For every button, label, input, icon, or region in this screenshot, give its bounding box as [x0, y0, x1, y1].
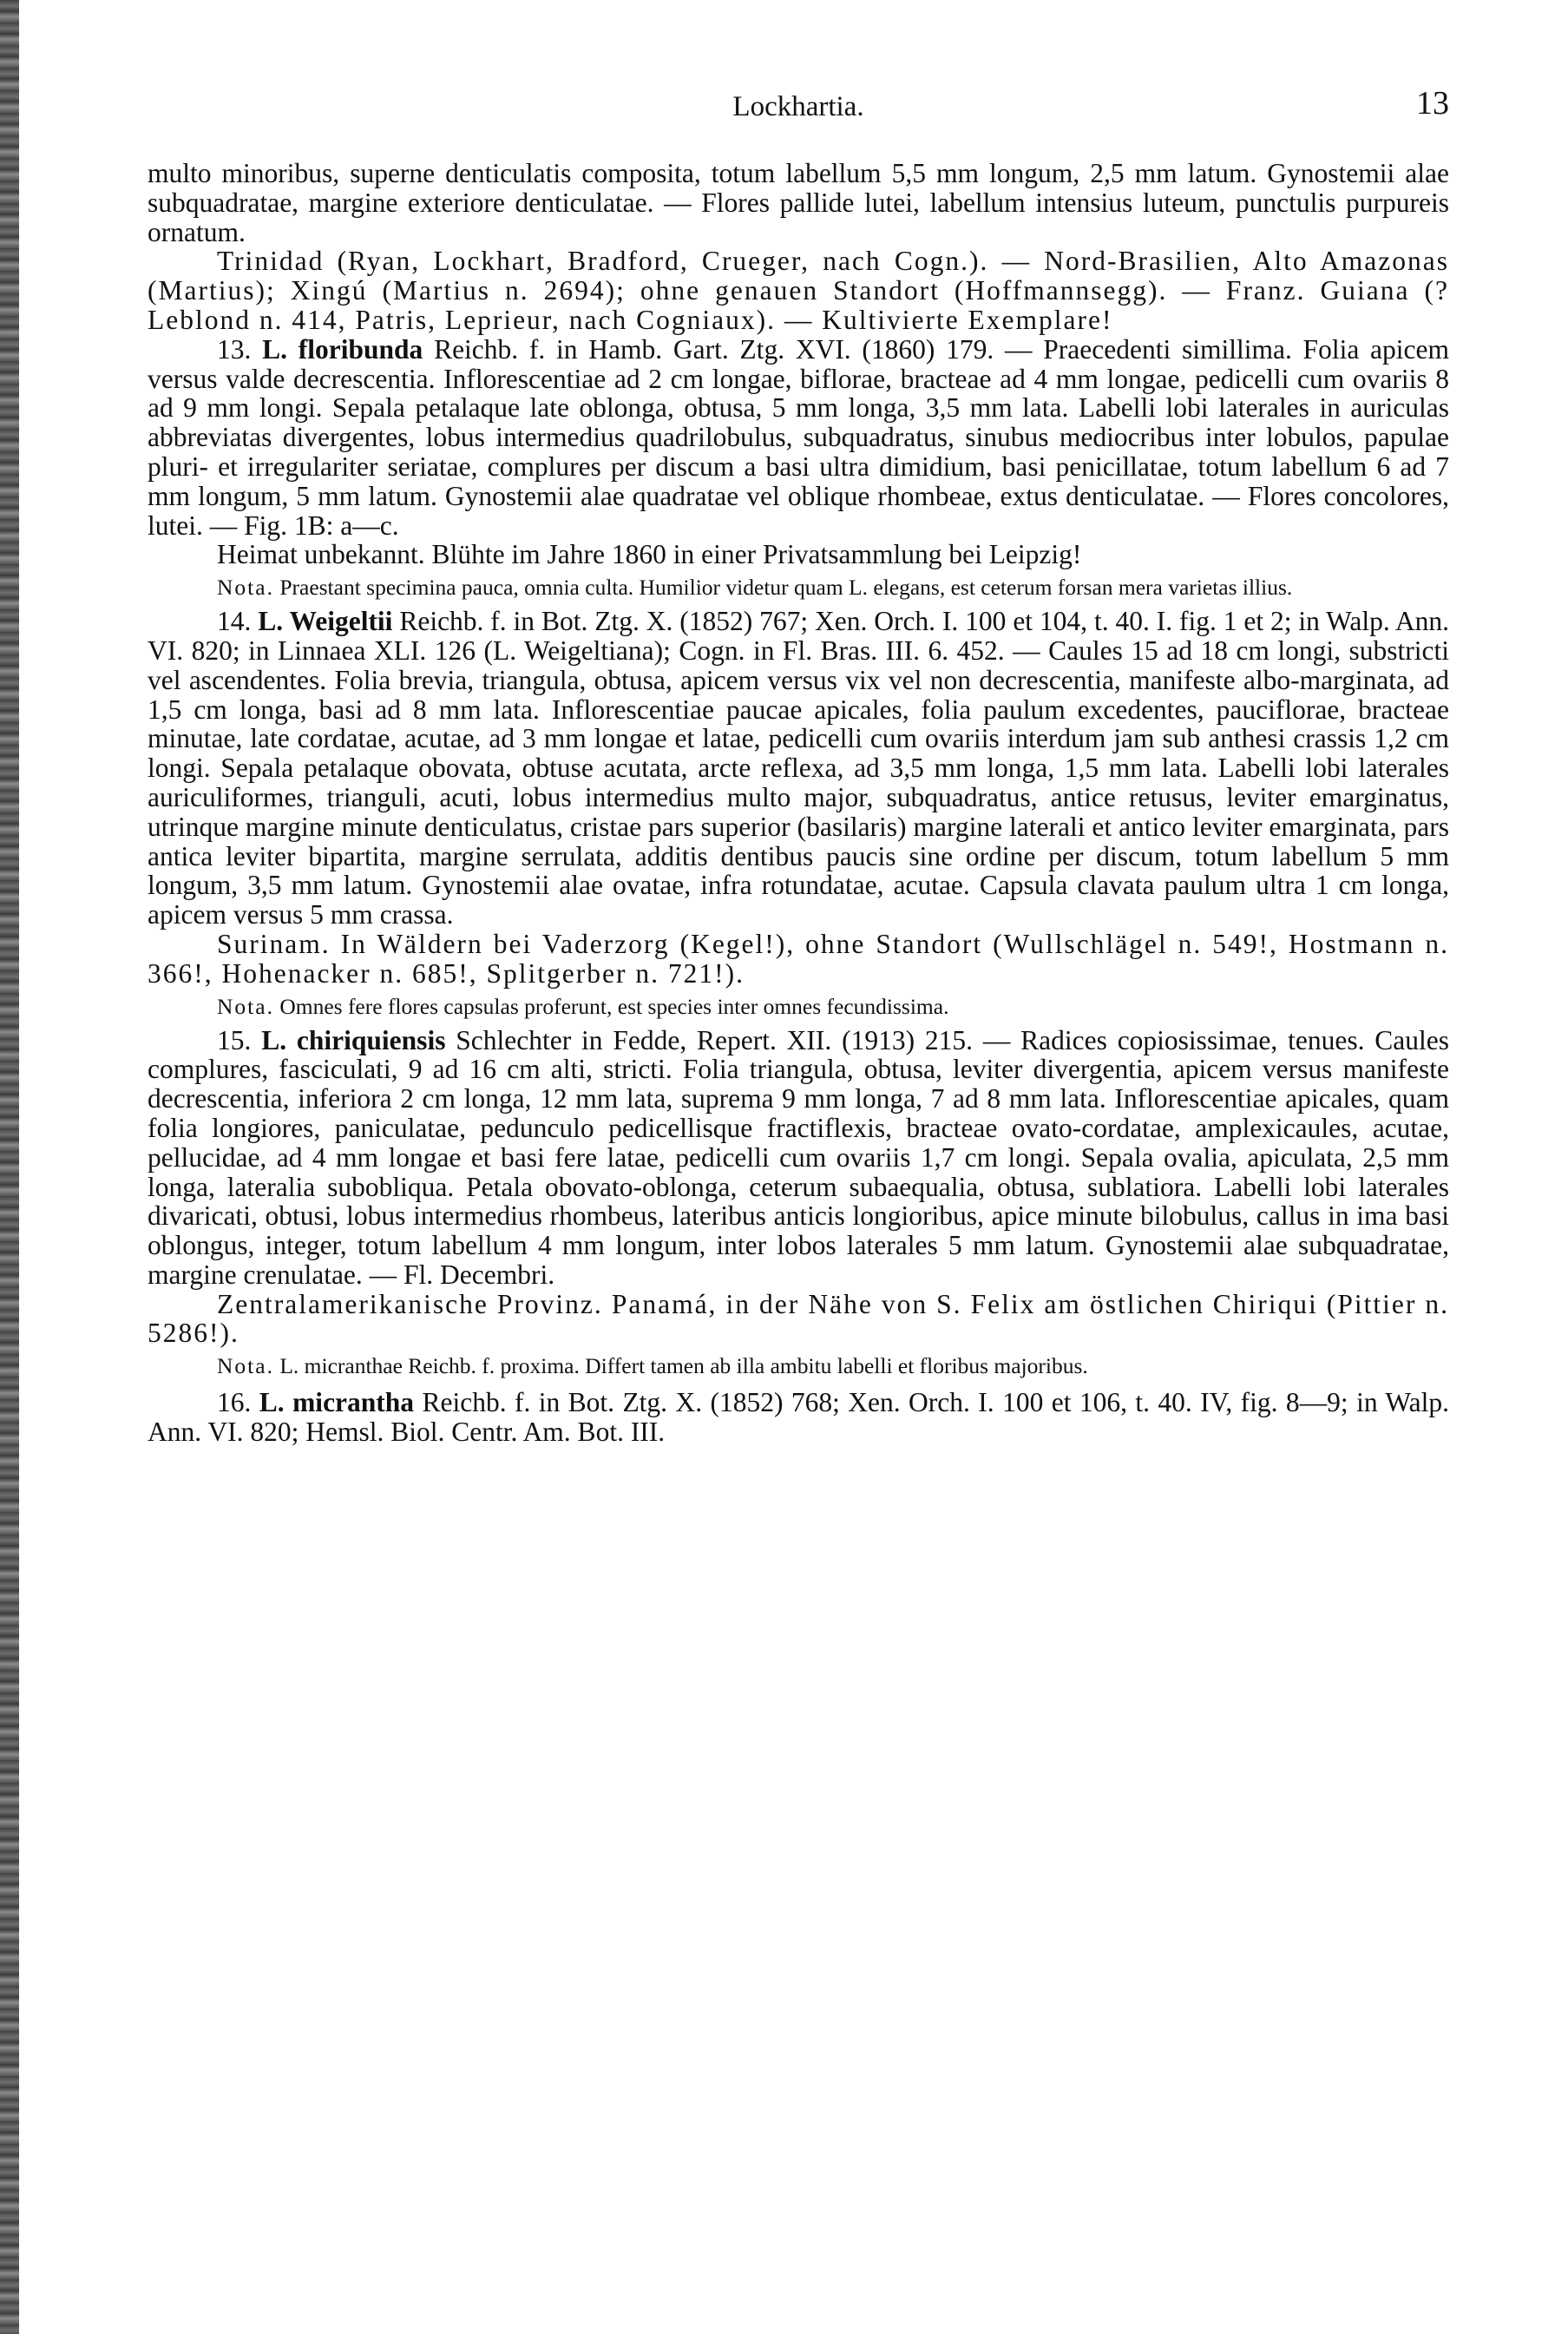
distribution-paragraph: Zentralamerikanische Provinz. Panamá, in der Nähe von S. Felix am östlichen Chiriqui (Pittier n. 5286!). [148, 1288, 1449, 1349]
species-number: 13. [217, 333, 252, 365]
species-name: L. chiriquiensis [261, 1024, 446, 1055]
species-description-continued: multo minoribus, superne denticulatis composita, totum labellum 5,5 mm longum, 2,5 mm latum. Gynostemii alae subquadratae, margine exteriore denticulatae. — Flores pallide lutei, labellum intensius luteum, punctulis purpureis ornatum. [148, 158, 1449, 247]
distribution-paragraph: Trinidad (Ryan, Lockhart, Bradford, Crueger, nach Cogn.). — Nord-Brasilien, Alto Amazonas (Martius); Xingú (Martius n. 2694); ohne genauen Standort (Hoffmannsegg). — Franz. Guiana (?Leblond n. 414, Patris, Leprieur, nach Cogniaux). — Kultivierte Exemplare! [148, 246, 1449, 335]
page-header [148, 82, 1449, 135]
species-text: Schlechter in Fedde, Repert. XII. (1913) 215. — Radices copiosissimae, tenues. Caules complures, fasciculati, 9 ad 16 cm alti, stricti. Folia triangula, obtusa, leviter divergentia, apicem versus manifeste decrescentia, inferiora 2 cm longa, 12 mm lata, suprema 9 mm longa, 7 ad 8 mm lata. Inflorescentiae apicales, quam folia longiores, paniculatae, pedunculo pedicellisque fractiflexis, bracteae ovato-cordatae, amplexicaules, acutae, pellucidae, ad 4 mm longae et basi fere latae, pedicelli cum ovariis 1,7 cm longi. Sepala ovalia, apiculata, 2,5 mm longa, lateralia subobliqua. Petala obovato-oblonga, ceterum subaequalia, obtusa, sublatiora. Labelli lobi laterales divaricati, obtusi, lobus intermedius rhombeus, lateribus anticis longioribus, apice minute bilobulus, callus in ima basi oblongus, integer, totum labellum 4 mm longum, inter lobos laterales 5 mm latum. Gynostemii alae subquadratae, margine crenulatae. — Fl. Decembri. [148, 1024, 1450, 1290]
nota-text: Omnes fere flores capsulas proferunt, est species inter omnes fecundissima. [279, 993, 949, 1019]
species-entry-chiriquiensis [148, 1026, 1449, 1290]
species-number: 14. [217, 606, 252, 637]
species-number: 16. [217, 1387, 252, 1418]
species-entry-floribunda [148, 335, 1449, 541]
species-text: Reichb. f. in Hamb. Gart. Ztg. XVI. (1860) 179. — Praecedenti simillima. Folia apicem versus valde decrescentia. Inflorescentiae ad 2 cm longae, biflorae, bracteae ad 4 mm longae, pedicelli cum ovariis 8 ad 9 mm longi. Sepala petalaque late oblonga, obtusa, 5 mm longa, 3,5 mm lata. Labelli lobi laterales in auriculas abbreviatas divergentes, lobus intermedius quadrilobulus, subquadratus, sinubus mediocribus inter lobulos, papulae pluri- et irregulariter seriatae, complures per discum a basi ultra dimidium, basi penicillatae, totum labellum 6 ad 7 mm longum, 5 mm latum. Gynostemii alae quadratae vel oblique rhombeae, extus denticulatae. — Flores concolores, lutei. — Fig. 1B: a—c. [148, 333, 1450, 541]
nota-label: Nota. [217, 993, 274, 1019]
species-text: Reichb. f. in Bot. Ztg. X. (1852) 767; Xen. Orch. I. 100 et 104, t. 40. I. fig. 1 et 2; in Walp. Ann. VI. 820; in Linnaea XLI. 126 (L. Weigeltiana); Cogn. in Fl. Bras. III. 6. 452. — Caules 15 ad 18 cm longi, substricti vel ascendentes. Folia brevia, triangula, obtusa, apicem versus vix vel non decrescentia, manifeste albo-marginata, ad 1,5 cm longa, basi ad 8 mm lata. Inflorescentiae paucae apicales, folia paulum excedentes, pauciflorae, bracteae minutae, late cordatae, acutae, ad 3 mm longae et latae, pedicelli cum ovariis interdum jam sub anthesi crassis 1,2 cm longi. Sepala petalaque obovata, obtuse acutata, arcte reflexa, ad 3,5 mm longa, 1,5 mm lata. Labelli lobi laterales auriculiformes, trianguli, acuti, lobus intermedius multo major, subquadratus, antice retusus, leviter emarginatus, utrinque margine minute denticulatus, cristae pars superior (basilaris) margine laterali et antico leviter emarginata, pars antica leviter bipartita, margine serrulata, additis dentibus paucis sine ordine per discum, totum labellum 5 mm longum, 3,5 mm latum. Gynostemii alae ovatae, infra rotundatae, acutae. Capsula clavata paulum ultra 1 cm longa, apicem versus 5 mm crassa. [148, 606, 1449, 930]
nota-text: L. micranthae Reichb. f. proxima. Differt tamen ab illa ambitu labelli et floribus majoribus. [279, 1353, 1088, 1379]
nota-text: Praestant specimina pauca, omnia culta. Humilior videtur quam L. elegans, est ceterum forsan mera varietas illius. [279, 575, 1293, 601]
species-entry-micrantha [148, 1388, 1449, 1447]
distribution-paragraph: Heimat unbekannt. Blühte im Jahre 1860 in einer Privatsammlung bei Leipzig! [217, 539, 1082, 570]
species-entry-weigeltii [148, 607, 1449, 930]
species-number: 15. [217, 1024, 252, 1055]
page-number: 13 [1416, 85, 1449, 122]
nota-paragraph [148, 1352, 1449, 1379]
running-title: Lockhartia. [732, 91, 864, 122]
book-page [148, 82, 1449, 1447]
species-name: L. Weigeltii [258, 606, 393, 637]
species-name: L. floribunda [262, 333, 423, 365]
distribution-paragraph: Surinam. In Wäldern bei Vaderzorg (Kegel!), ohne Standort (Wullschlägel n. 549!, Hostmann n. 366!, Hohenacker n. 685!, Splitgerber n. 721!). [148, 928, 1449, 989]
nota-label: Nota. [217, 1353, 274, 1379]
nota-paragraph [148, 993, 1449, 1020]
book-binding-edge [0, 0, 19, 2334]
nota-paragraph [148, 574, 1449, 601]
species-text: Reichb. f. in Bot. Ztg. X. (1852) 768; Xen. Orch. I. 100 et 106, t. 40. IV, fig. 8—9; in Walp. Ann. VI. 820; Hemsl. Biol. Centr. Am. Bot. III. [148, 1387, 1449, 1448]
species-name: L. micrantha [259, 1387, 415, 1418]
nota-label: Nota. [217, 575, 274, 601]
